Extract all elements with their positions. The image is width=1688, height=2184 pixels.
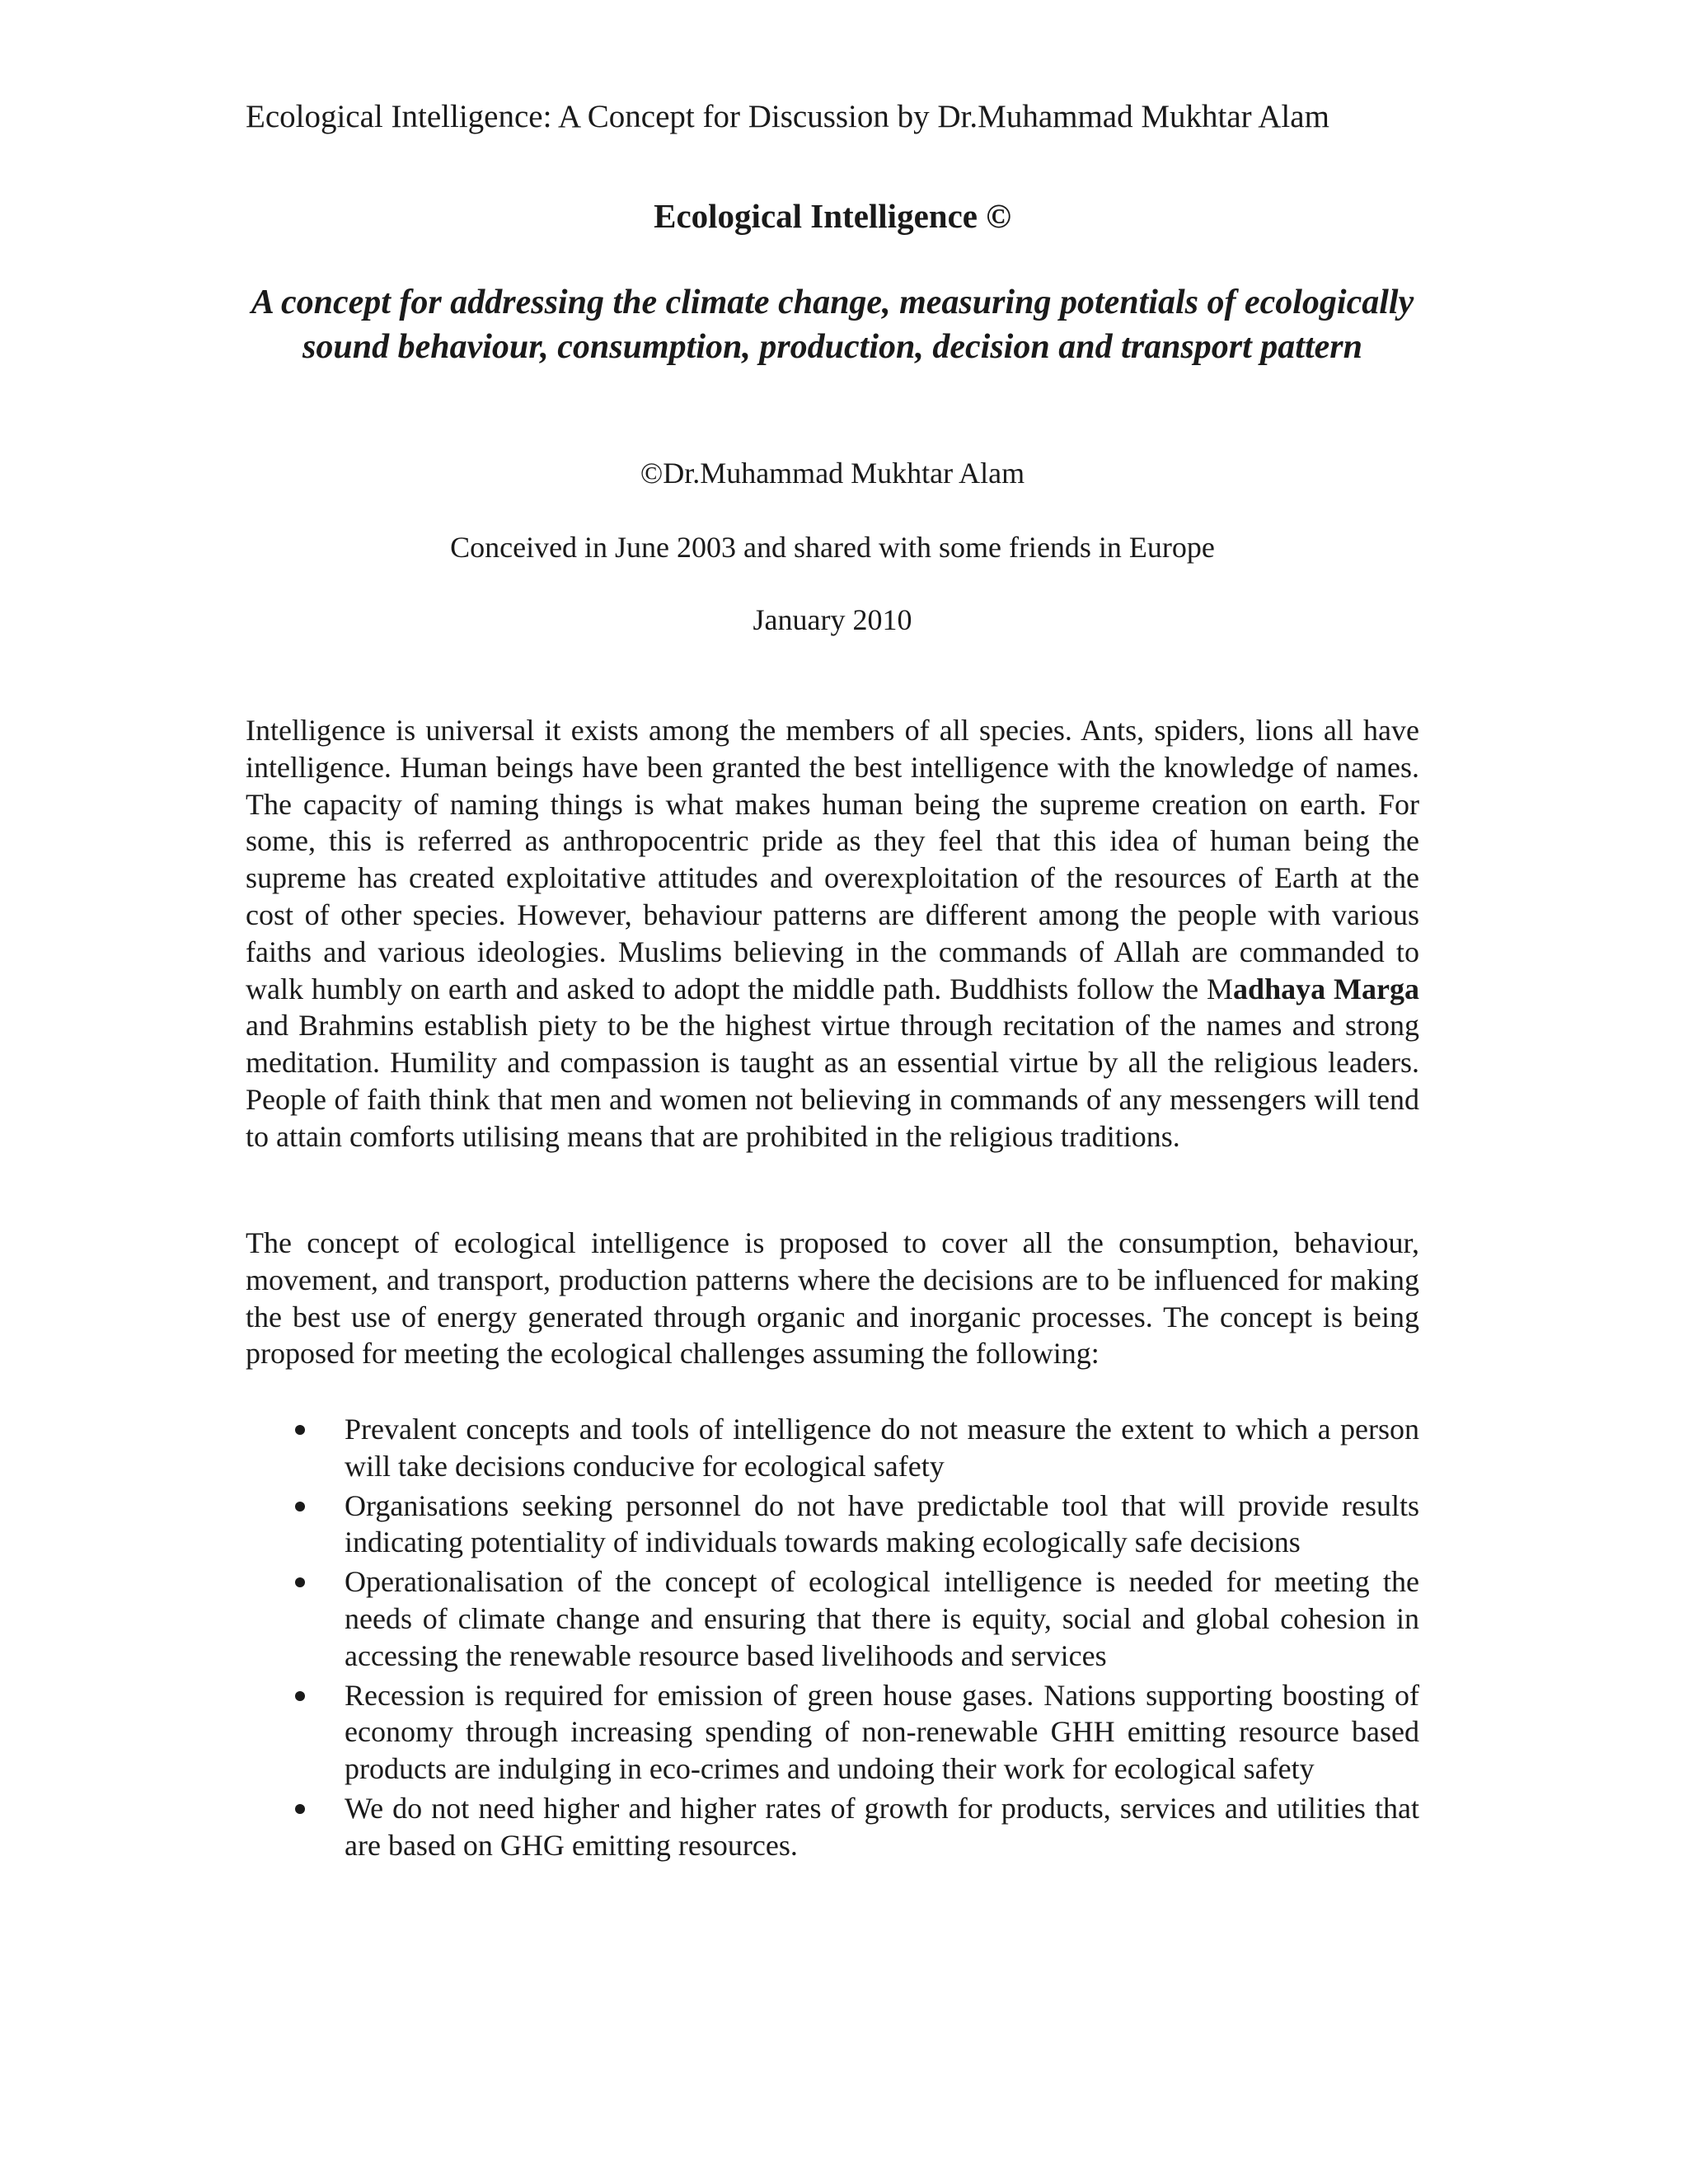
intro-text-end: and Brahmins establish piety to be the highest virtue through recitation of the names and strong meditation. Humility and compassion is taught as an essential virtue by all the religious leaders. People of faith think that men and women not believing in commands of any messengers will tend to attain comforts utilising means that are prohibited in the religious traditions. (246, 1009, 1419, 1153)
bullet-icon (295, 1425, 305, 1435)
list-item (246, 1677, 1419, 1788)
bullet-icon (295, 1502, 305, 1511)
list-item (246, 1488, 1419, 1562)
list-item-text: Prevalent concepts and tools of intelligence do not measure the extent to which a person will take decisions conducive for ecological safety (345, 1413, 1419, 1483)
list-item-text: Operationalisation of the concept of ecological intelligence is needed for meeting the needs of climate change and ensuring that there is equity, social and global cohesion in accessing the renewable resource based livelihoods and services (345, 1565, 1419, 1672)
assumptions-list (246, 1411, 1419, 1867)
bullet-icon (295, 1577, 305, 1587)
list-item (246, 1563, 1419, 1674)
list-item-text: We do not need higher and higher rates of growth for products, services and utilities that are based on GHG emitting resources. (345, 1791, 1419, 1862)
list-item-text: Organisations seeking personnel do not have predictable tool that will provide results indicating potentiality of individuals towards making ecologically safe decisions (345, 1488, 1419, 1559)
list-item (246, 1411, 1419, 1485)
madhaya-marga-term: adhaya Marga (1233, 972, 1419, 1005)
intro-paragraph (246, 712, 1419, 1155)
conceived-line: Conceived in June 2003 and shared with some friends in Europe (450, 531, 1215, 564)
list-item (246, 1790, 1419, 1864)
date-line: January 2010 (753, 603, 912, 636)
concept-paragraph: The concept of ecological intelligence is proposed to cover all the consumption, behaviour, movement, and transport, production patterns where the decisions are to be influenced for making the best use of energy generated through organic and inorganic processes. The concept is being proposed for meeting the ecological challenges assuming the following: (246, 1226, 1419, 1371)
document-title: Ecological Intelligence © (654, 197, 1011, 235)
bullet-icon (295, 1691, 305, 1701)
document-subtitle: A concept for addressing the climate change, measuring potentials of ecologically sound behaviour, consumption, production, decision and transport pattern (251, 284, 1414, 366)
intro-text-start: Intelligence is universal it exists among the members of all species. Ants, spiders, lions all have intelligence. Human beings have been granted the best intelligence with the knowledge of names. The capacity of naming things is what makes human being the supreme creation on earth. For some, this is referred as anthropocentric pride as they feel that this idea of human being the supreme has created exploitative attitudes and overexploitation of the resources of Earth at the cost of other species. However, behaviour patterns are different among the people with various faiths and various ideologies. Muslims believing in the commands of Allah are commanded to walk humbly on earth and asked to adopt the middle path. Buddhists follow the M (246, 714, 1419, 1005)
bullet-icon (295, 1804, 305, 1814)
list-item-text: Recession is required for emission of green house gases. Nations supporting boosting of economy through increasing spending of non-renewable GHH emitting resource based products are indulging in eco-crimes and undoing their work for ecological safety (345, 1678, 1419, 1786)
author-line: ©Dr.Muhammad Mukhtar Alam (640, 457, 1025, 490)
running-header: Ecological Intelligence: A Concept for Discussion by Dr.Muhammad Mukhtar Alam (246, 99, 1329, 134)
